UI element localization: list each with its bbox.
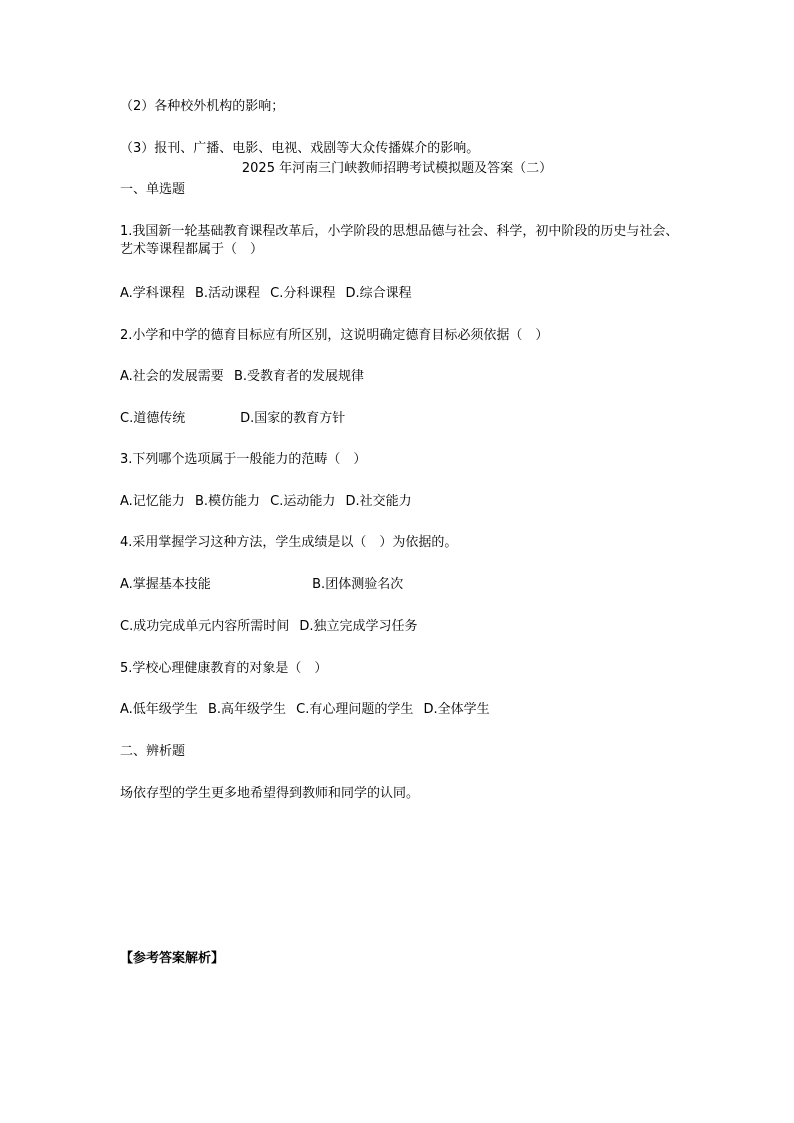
q4-option-c: C.成功完成单元内容所需时间 <box>120 619 290 634</box>
question-3-options <box>120 493 418 511</box>
question-1-stem: 1.我国新一轮基础教育课程改革后，小学阶段的思想品德与社会、科学，初中阶段的历史与社会、艺术等课程都属于（ ） <box>120 224 679 257</box>
q2-option-d: D.国家的教育方针 <box>240 411 346 426</box>
section-heading-single-choice: 一、单选题 <box>120 182 186 197</box>
q1-option-c: C.分科课程 <box>270 286 336 301</box>
intro-item-3: （3）报刊、广播、电影、电视、戏剧等大众传播媒介的影响。 <box>120 141 480 156</box>
question-4-stem: 4.采用掌握学习这种方法，学生成绩是以（ ）为依据的。 <box>120 535 458 550</box>
question-5-stem: 5.学校心理健康教育的对象是（ ） <box>120 661 328 676</box>
q1-option-a: A.学科课程 <box>120 286 185 301</box>
question-5-options <box>120 701 496 719</box>
question-2-stem: 2.小学和中学的德育目标应有所区别，这说明确定德育目标必须依据（ ） <box>120 328 549 343</box>
q4-option-d: D.独立完成学习任务 <box>299 619 418 634</box>
question-2-options-row1 <box>120 368 370 386</box>
q2-option-b: B.受教育者的发展规律 <box>233 369 365 384</box>
analysis-statement: 场依存型的学生更多地希望得到教师和同学的认同。 <box>120 786 420 801</box>
q2-option-a: A.社会的发展需要 <box>120 369 224 384</box>
question-4-options-row1 <box>120 576 403 594</box>
question-4-options-row2 <box>120 618 424 636</box>
q2-option-c: C.道德传统 <box>120 411 186 426</box>
answer-heading: 【参考答案解析】 <box>120 951 225 966</box>
question-3-stem: 3.下列哪个选项属于一般能力的范畴（ ） <box>120 452 367 467</box>
q1-option-d: D.综合课程 <box>345 286 412 301</box>
document-title: 2025 年河南三门峡教师招聘考试模拟题及答案（二） <box>241 161 553 176</box>
q3-option-a: A.记忆能力 <box>120 494 185 509</box>
section-heading-analysis: 二、辨析题 <box>120 744 186 759</box>
question-2-options-row2 <box>120 410 345 428</box>
q5-option-b: B.高年级学生 <box>207 702 287 717</box>
intro-item-2: （2）各种校外机构的影响； <box>120 99 285 114</box>
q3-option-c: C.运动能力 <box>270 494 336 509</box>
q1-option-b: B.活动课程 <box>194 286 261 301</box>
q5-option-d: D.全体学生 <box>423 702 490 717</box>
q5-option-a: A.低年级学生 <box>120 702 198 717</box>
q3-option-d: D.社交能力 <box>345 494 412 509</box>
question-1-options <box>120 285 418 303</box>
q5-option-c: C.有心理问题的学生 <box>296 702 414 717</box>
q4-option-b: B.团体测验名次 <box>312 577 404 592</box>
q4-option-a: A.掌握基本技能 <box>120 577 211 592</box>
q3-option-b: B.模仿能力 <box>194 494 261 509</box>
